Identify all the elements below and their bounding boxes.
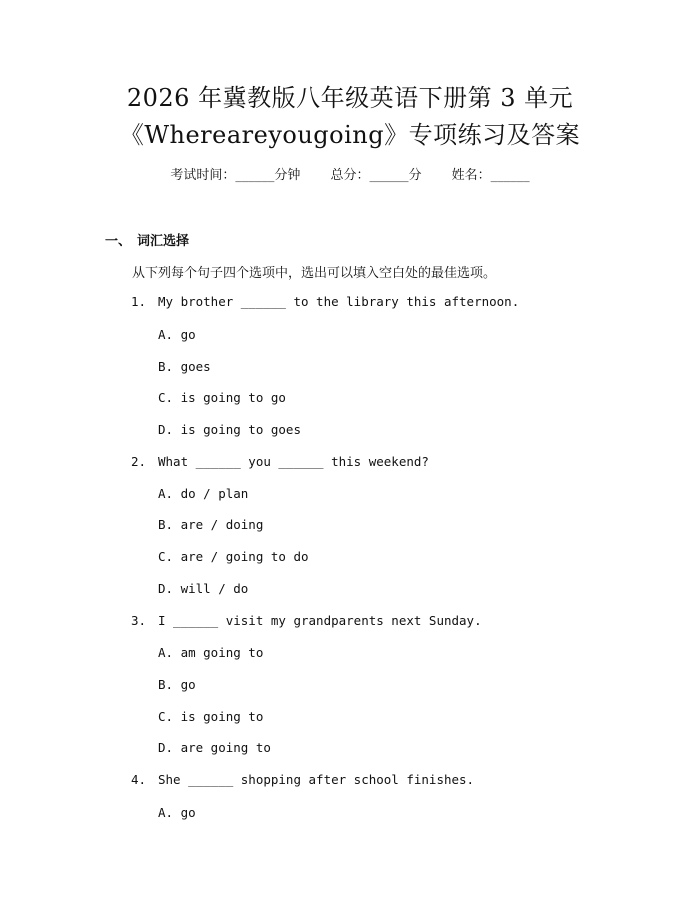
question-1-option-c: C. is going to go xyxy=(158,390,286,405)
document-title-line-2: 《Whereareyougoing》专项练习及答案 xyxy=(119,121,581,149)
question-1 xyxy=(131,294,519,309)
question-4 xyxy=(131,772,474,787)
exam-total-score: 总分：______分 xyxy=(330,168,422,183)
section-heading xyxy=(105,230,189,249)
question-number: 1. xyxy=(131,294,147,309)
question-2 xyxy=(131,454,429,469)
section-number: 一、 xyxy=(105,234,132,249)
question-number: 2. xyxy=(131,454,147,469)
question-3 xyxy=(131,613,482,628)
question-3-option-a: A. am going to xyxy=(158,645,264,660)
section-instructions: 从下列每个句子四个选项中，选出可以填入空白处的最佳选项。 xyxy=(132,266,497,281)
question-3-option-b: B. go xyxy=(158,677,196,692)
question-text: I ______ visit my grandparents next Sunday. xyxy=(158,613,482,628)
exam-meta xyxy=(0,168,700,184)
question-2-option-d: D. will / do xyxy=(158,581,249,596)
question-text: My brother ______ to the library this afternoon. xyxy=(158,294,520,309)
question-4-option-a: A. go xyxy=(158,805,196,820)
question-3-option-d: D. are going to xyxy=(158,740,271,755)
document-title-line-1: 2026 年冀教版八年级英语下册第 3 单元 xyxy=(126,84,574,112)
exam-time: 考试时间：______分钟 xyxy=(170,168,301,183)
question-text: What ______ you ______ this weekend? xyxy=(158,454,429,469)
question-1-option-a: A. go xyxy=(158,327,196,342)
section-title: 词汇选择 xyxy=(137,234,190,249)
question-number: 4. xyxy=(131,772,147,787)
question-2-option-a: A. do / plan xyxy=(158,486,249,501)
question-2-option-b: B. are / doing xyxy=(158,517,264,532)
question-1-option-b: B. goes xyxy=(158,359,211,374)
question-3-option-c: C. is going to xyxy=(158,709,264,724)
question-2-option-c: C. are / going to do xyxy=(158,549,309,564)
question-1-option-d: D. is going to goes xyxy=(158,422,301,437)
question-number: 3. xyxy=(131,613,147,628)
student-name: 姓名：______ xyxy=(451,168,530,183)
question-text: She ______ shopping after school finishes. xyxy=(158,772,475,787)
